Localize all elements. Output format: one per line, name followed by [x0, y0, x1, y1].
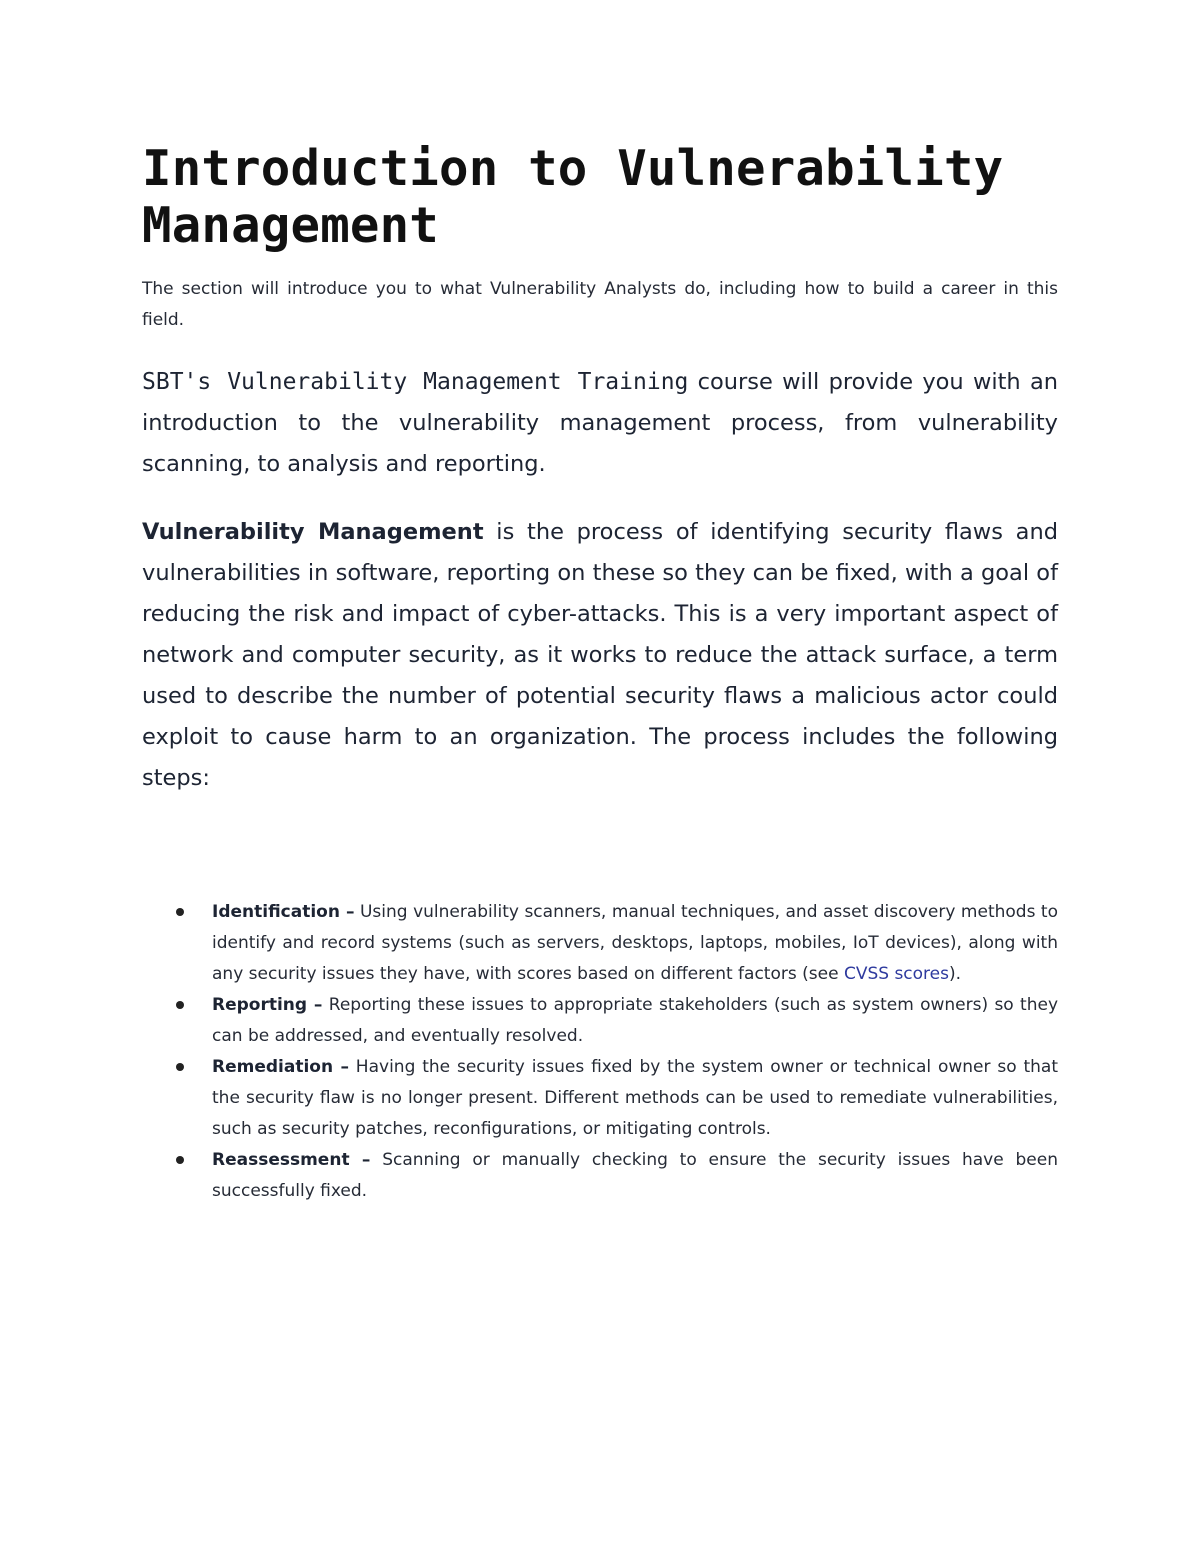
- list-item-identification: [142, 897, 1058, 990]
- list-item-reporting: [142, 990, 1058, 1052]
- title-line-2: Management: [142, 197, 440, 254]
- bullet-icon: [176, 1063, 184, 1071]
- step-name: Reassessment –: [212, 1150, 371, 1170]
- lead-course-name: SBT's Vulnerability Management Training: [142, 369, 689, 395]
- step-text: Scanning or manually checking to ensure the security issues have been successfully fixed.: [212, 1150, 1058, 1201]
- step-text: Reporting these issues to appropriate stakeholders (such as system owners) so they can be addressed, and eventually resolved.: [212, 995, 1059, 1046]
- cvss-scores-link[interactable]: CVSS scores: [843, 964, 949, 984]
- step-name: Remediation –: [212, 1057, 349, 1077]
- title-line-1: Introduction to Vulnerability: [142, 140, 1004, 197]
- list-item-reassessment: [142, 1145, 1058, 1207]
- step-text: Having the security issues fixed by the system owner or technical owner so that the security flaw is no longer present. Different methods can be used to remediate vulnerabilities, such as security patches, reconfigurations, or mitigating controls.: [212, 1057, 1058, 1139]
- definition-text: is the process of identifying security flaws and vulnerabilities in software, reporting on these so they can be fixed, with a goal of reducing the risk and impact of cyber-attacks. This is a very important aspect of network and computer security, as it works to reduce the attack surface, a term used to describe the number of potential security flaws a malicious actor could exploit to cause harm to an organization. The process includes the following steps:: [142, 519, 1058, 791]
- bullet-icon: [176, 908, 184, 916]
- lead-paragraph: [142, 362, 1058, 485]
- process-steps-list: [142, 897, 1058, 1207]
- step-text-end: ).: [948, 964, 962, 984]
- list-item-remediation: [142, 1052, 1058, 1145]
- lead-text: course will provide you with an introduction to the vulnerability management process, from vulnerability scanning, to analysis and reporting.: [142, 369, 1058, 477]
- intro-paragraph: The section will introduce you to what Vulnerability Analysts do, including how to build a career in this field.: [142, 279, 1058, 330]
- step-name: Reporting –: [212, 995, 323, 1015]
- bullet-icon: [176, 1156, 184, 1164]
- definition-paragraph: [142, 512, 1058, 799]
- bullet-icon: [176, 1001, 184, 1009]
- step-name: Identification –: [212, 902, 355, 922]
- page-title: [142, 140, 1003, 254]
- step-text: Using vulnerability scanners, manual techniques, and asset discovery methods to identify and record systems (such as servers, desktops, laptops, mobiles, IoT devices), along with any security issues they have, with scores based on different factors (see: [212, 902, 1058, 984]
- definition-term: Vulnerability Management: [142, 519, 484, 545]
